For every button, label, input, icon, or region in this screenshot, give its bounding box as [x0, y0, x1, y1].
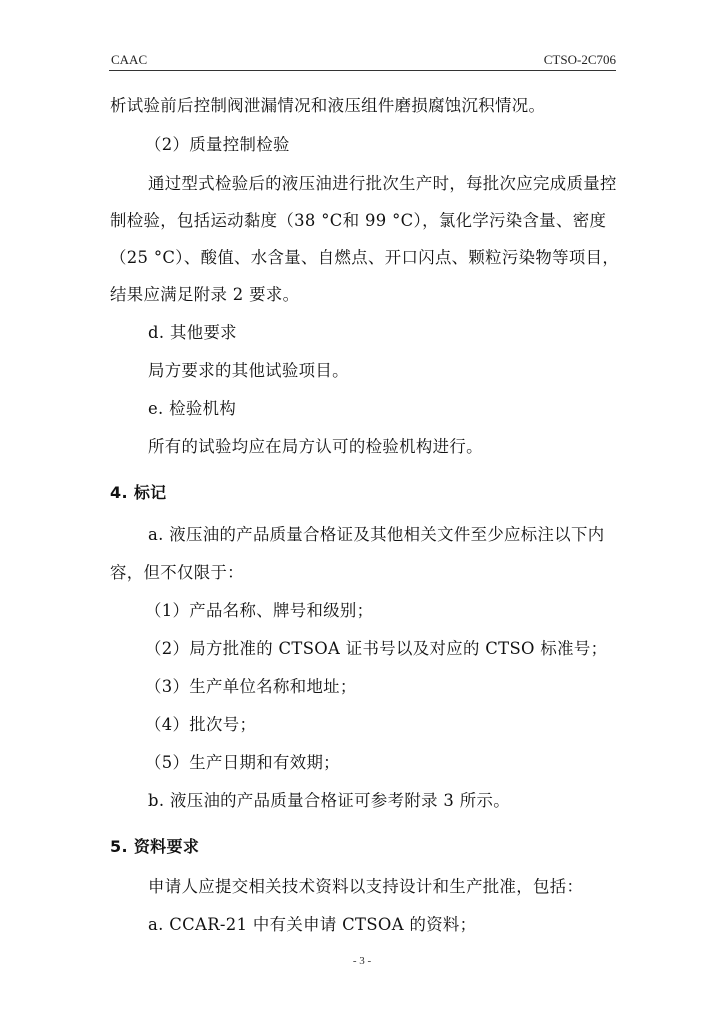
header-left: CAAC	[111, 52, 148, 67]
list-item: （3）生产单位名称和地址；	[145, 677, 357, 696]
section-heading-documents: 5. 资料要求	[110, 837, 200, 856]
paragraph-line: 制检验，包括运动黏度（38 °C和 99 °C），氯化学污染含量、密度	[110, 211, 607, 230]
item-heading: e. 检验机构	[148, 399, 237, 418]
paragraph-line: a. 液压油的产品质量合格证及其他相关文件至少应标注以下内	[148, 525, 605, 544]
list-item: （4）批次号；	[145, 715, 257, 734]
paragraph-line: b. 液压油的产品质量合格证可参考附录 3 所示。	[148, 791, 510, 810]
paragraph-line: 申请人应提交相关技术资料以支持设计和生产批准，包括：	[148, 877, 584, 896]
list-item: （5）生产日期和有效期；	[145, 753, 340, 772]
paragraph-line: 容，但不仅限于：	[110, 563, 244, 582]
paragraph-line: 所有的试验均应在局方认可的检验机构进行。	[148, 437, 483, 456]
list-item: （2）局方批准的 CTSOA 证书号以及对应的 CTSO 标准号；	[145, 639, 608, 658]
paragraph-line: 通过型式检验后的液压油进行批次生产时，每批次应完成质量控	[148, 174, 617, 193]
paragraph-line: 局方要求的其他试验项目。	[148, 361, 349, 380]
paragraph-line: 结果应满足附录 2 要求。	[110, 285, 300, 304]
subsection-heading: （2）质量控制检验	[145, 135, 290, 154]
paragraph-line: （25 °C）、酸值、水含量、自燃点、开口闪点、颗粒污染物等项目，	[110, 248, 620, 267]
page-number: - 3 -	[352, 955, 372, 967]
header-right: CTSO-2C706	[543, 52, 616, 67]
header-rule	[109, 70, 616, 71]
item-heading: d. 其他要求	[148, 323, 237, 342]
section-heading-marking: 4. 标记	[110, 483, 167, 502]
paragraph-line: a. CCAR-21 中有关申请 CTSOA 的资料；	[148, 915, 477, 934]
list-item: （1）产品名称、牌号和级别；	[145, 601, 374, 620]
text-line: 析试验前后控制阀泄漏情况和液压组件磨损腐蚀沉积情况。	[110, 96, 546, 115]
